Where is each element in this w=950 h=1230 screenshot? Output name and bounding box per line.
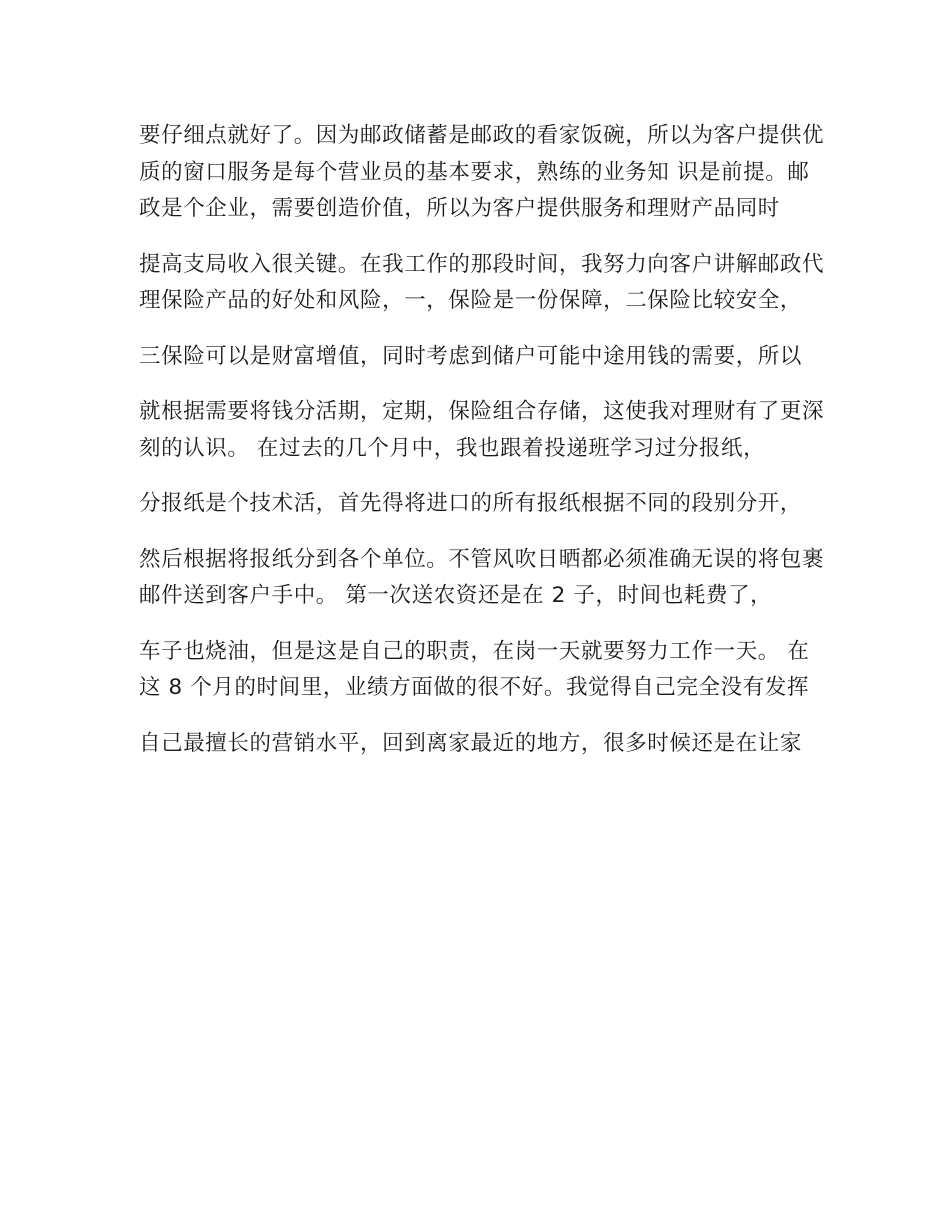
paragraph-1: 要仔细点就好了。因为邮政储蓄是邮政的看家饭碗，所以为客户提供优质的窗口服务是每个营业员的基本要求，熟练的业务知 识是前提。邮政是个企业，需要创造价值，所以为客户提供服务和理财产品同时 — [139, 123, 825, 221]
paragraph-7: 车子也烧油，但是这是自己的职责，在岗一天就要努力工作一天。 在这 8 个月的时间里，业绩方面做的很不好。我觉得自己完全没有发挥 — [139, 638, 810, 700]
paragraph-2: 提高支局收入很关键。在我工作的那段时间，我努力向客户讲解邮政代理保险产品的好处和风险，一，保险是一份保障，二保险比较安全， — [139, 251, 825, 313]
paragraph-8: 自己最擅长的营销水平，回到离家最近的地方，很多时候还是在让家 — [139, 730, 803, 756]
paragraph-5: 分报纸是个技术活，首先得将进口的所有报纸根据不同的段别分开， — [139, 491, 803, 516]
paragraph-3: 三保险可以是财富增值，同时考虑到储户可能中途用钱的需要，所以 — [139, 343, 803, 369]
paragraph-6: 然后根据将报纸分到各个单位。不管风吹日晒都必须准确无误的将包裹邮件送到客户手中。 第一次送农资还是在 2 子，时间也耗费了， — [139, 546, 825, 608]
document-body — [139, 118, 829, 781]
paragraph-4: 就根据需要将钱分活期，定期，保险组合存储，这使我对理财有了更深刻的认识。 在过去的几个月中，我也跟着投递班学习过分报纸， — [139, 399, 825, 461]
